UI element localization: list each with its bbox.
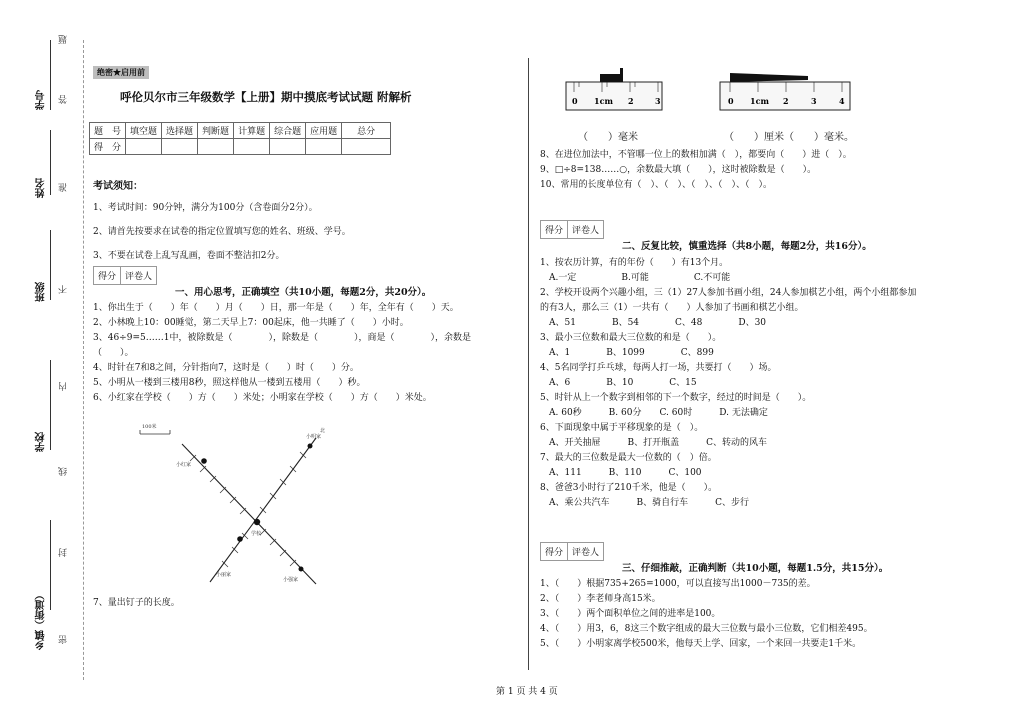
score-table-header: 判断题 [198,123,234,139]
section2-title: 二、反复比较，慎重选择（共8小题，每题2分，共16分）。 [622,241,872,252]
score-table-header: 综合题 [270,123,306,139]
seal-char: 线 [59,467,69,476]
ruler-tick-label: 0 [728,96,734,106]
north-label: 北 [320,428,326,434]
score-box-score: 得分 [541,543,568,560]
seal-char: 密 [59,635,69,644]
ruler-tick-label: 1cm [750,96,769,106]
question: 5、（ ）小明家离学校500米，他每天上学、回家，一个来回一共要走1千米。 [540,639,862,649]
township-label: 乡镇（街道） [36,590,47,650]
score-table-header: 填空题 [126,123,162,139]
question-options: A、6 B、10 C、15 [540,378,697,388]
question: 1、（ ）根据735+265=1000，可以直接写出1000－735的差。 [540,579,816,589]
ruler-answer-1: （ ）毫米 [578,132,638,143]
township-field[interactable] [50,520,51,610]
ruler-tick-label: 3 [655,96,661,106]
question: 10、常用的长度单位有（ ）、（ ）、（ ）、（ ）、（ ）。 [540,180,772,190]
score-box-score: 得分 [94,267,121,284]
map-point [237,536,243,542]
student-id-field[interactable] [50,40,51,110]
xiaoming-home-point [308,444,313,449]
seal-char: 内 [59,382,69,391]
ruler-tick-label: 3 [811,96,817,106]
question-options: A、1 B、1099 C、899 [540,348,714,358]
score-box [93,266,157,285]
score-box [540,220,604,239]
seal-char: 答 [59,95,69,104]
score-table-header: 应用题 [306,123,342,139]
note-item: 2、请首先按要求在试卷的指定位置填写您的姓名、班级、学号。 [93,227,351,237]
class-field[interactable] [50,230,51,300]
section1-title: 一、用心思考，正确填空（共10小题，每题2分，共20分）。 [175,287,432,298]
score-cell[interactable] [270,139,306,155]
ruler-1 [564,60,664,115]
question: 1、按农历计算，有的年份（ ）有13个月。 [540,258,729,268]
score-cell[interactable] [306,139,342,155]
question: （ ）。 [93,348,134,358]
question: 8、爸爸3小时行了210千米，他是（ ）。 [540,483,718,493]
name-field[interactable] [50,130,51,195]
school-point [254,519,260,525]
question-options: A.一定 B.可能 C.不可能 [540,273,731,283]
note-item: 1、考试时间：90分钟，满分为100分（含卷面分2分）。 [93,203,318,213]
ruler-tick-label: 0 [572,96,578,106]
question: 6、小红家在学校（ ）方（ ）米处；小明家在学校（ ）方（ ）米处。 [93,393,432,403]
seal-char: 封 [59,548,69,557]
score-table [89,122,391,155]
notes-heading: 考试须知： [93,181,143,192]
question: 7、量出钉子的长度。 [93,598,180,608]
name-label: 姓名 [36,178,47,198]
question: 5、小明从一楼到三楼用8秒，照这样他从一楼到五楼用（ ）秒。 [93,378,366,388]
question: 7、最大的三位数是最大一位数的（ ）倍。 [540,453,717,463]
question: 2、（ ）李老师身高15米。 [540,594,661,604]
ruler-tick-label: 2 [783,96,789,106]
question-options: A. 60秒 B. 60分 C. 60时 D. 无法确定 [540,408,768,418]
score-row-label: 得 分 [90,139,126,155]
question: 9、□÷8=138……○，余数最大填（ ），这时被除数是（ ）。 [540,165,817,175]
page-footer: 第 1 页 共 4 页 [496,687,558,697]
question: 2、小林晚上10：00睡觉，第二天早上7：00起床，他一共睡了（ ）小时。 [93,318,409,328]
question: 3、46÷9=5……1中，被除数是（ ），除数是（ ），商是（ ），余数是 [93,333,471,343]
xiaohong-home-point [201,458,207,464]
question: 2、学校开设两个兴趣小组，三（1）27人参加书画小组，24人参加棋艺小组，两个小组都参加 [540,288,917,298]
score-cell[interactable] [342,139,391,155]
section2-questions [540,256,916,511]
score-box [540,542,604,561]
question: 6、下面现象中属于平移现象的是（ ）。 [540,423,704,433]
question-options: A、乘公共汽车 B、骑自行车 C、步行 [540,498,750,508]
section3-title: 三、仔细推敲，正确判断（共10小题，每题1.5分，共15分）。 [622,563,889,574]
score-box-score: 得分 [541,221,568,238]
score-table-header: 总分 [342,123,391,139]
student-id-label: 学号 [36,90,47,110]
road-ticks [190,452,306,567]
seal-char: 题 [59,35,69,44]
exam-title: 呼伦贝尔市三年级数学【上册】期中摸底考试试题 附解析 [120,90,412,104]
map-label: 小强家 [283,577,299,583]
score-cell[interactable] [198,139,234,155]
nail-body [730,73,808,82]
score-table-score-row [90,139,391,155]
nail-body [600,74,620,82]
question: 4、（ ）用3，6，8这三个数字组成的最大三位数与最小三位数，它们相差495。 [540,624,873,634]
ruler-tick-label: 2 [628,96,634,106]
school-field[interactable] [50,360,51,450]
question: 3、最小三位数和最大三位数的和是（ ）。 [540,333,722,343]
score-cell[interactable] [234,139,270,155]
score-cell[interactable] [126,139,162,155]
scale-label: 100米 [142,424,157,430]
score-table-header: 计算题 [234,123,270,139]
note-item: 3、不要在试卷上乱写乱画，卷面不整洁扣2分。 [93,251,285,261]
seal-char: 准 [59,183,69,192]
seal-char: 不 [59,285,69,294]
question: 1、你出生于（ ）年（ ）月（ ）日，那一年是（ ）年，全年有（ ）天。 [93,303,459,313]
question: 4、时针在7和8之间，分针指向7，这时是（ ）时（ ）分。 [93,363,359,373]
secret-stamp: 绝密★启用前 [93,66,149,79]
ruler-answer-2: （ ）厘米（ ）毫米。 [724,132,854,143]
score-box-grader: 评卷人 [125,272,153,282]
section1-questions [93,301,471,406]
ruler-tick-label: 1cm [594,96,613,106]
question-options: A、111 B、110 C、100 [540,468,702,478]
question: 3、（ ）两个面积单位之间的进率是100。 [540,609,721,619]
cut-line [83,40,84,680]
question: 8、在进位加法中，不管哪一位上的数相加满（ ），都要向（ ）进（ ）。 [540,150,852,160]
question-options: A、51 B、54 C、48 D、30 [540,318,767,328]
ruler-2 [718,60,854,115]
question: 5、时针从上一个数字到相邻的下一个数字，经过的时间是（ ）。 [540,393,812,403]
score-box-grader: 评卷人 [572,226,600,236]
score-table-header: 选择题 [162,123,198,139]
column-divider [528,58,529,670]
nail-head [620,68,623,82]
question-options: A、开关抽屉 B、打开瓶盖 C、转动的风车 [540,438,768,448]
map-label: 学校 [251,531,262,537]
score-box-grader: 评卷人 [572,548,600,558]
map-label: 小明家 [306,434,322,440]
section1-continued [540,148,852,193]
scale-bar [140,423,170,434]
section3-questions [540,577,873,652]
score-cell[interactable] [162,139,198,155]
question: 4、5名同学打乒乓球，每两人打一场，共要打（ ）场。 [540,363,777,373]
map-label: 小红家 [176,462,192,468]
ruler-tick-label: 4 [839,96,845,106]
class-label: 班级 [36,282,47,302]
school-label: 学校 [36,432,47,452]
score-table-header-row [90,123,391,139]
map-label: 小丽家 [216,572,232,578]
direction-map [130,418,330,590]
score-table-header: 题 号 [90,123,126,139]
map-point [299,567,304,572]
question: 的有3人，那么三（1）一共有（ ）人参加了书画和棋艺小组。 [540,303,804,313]
